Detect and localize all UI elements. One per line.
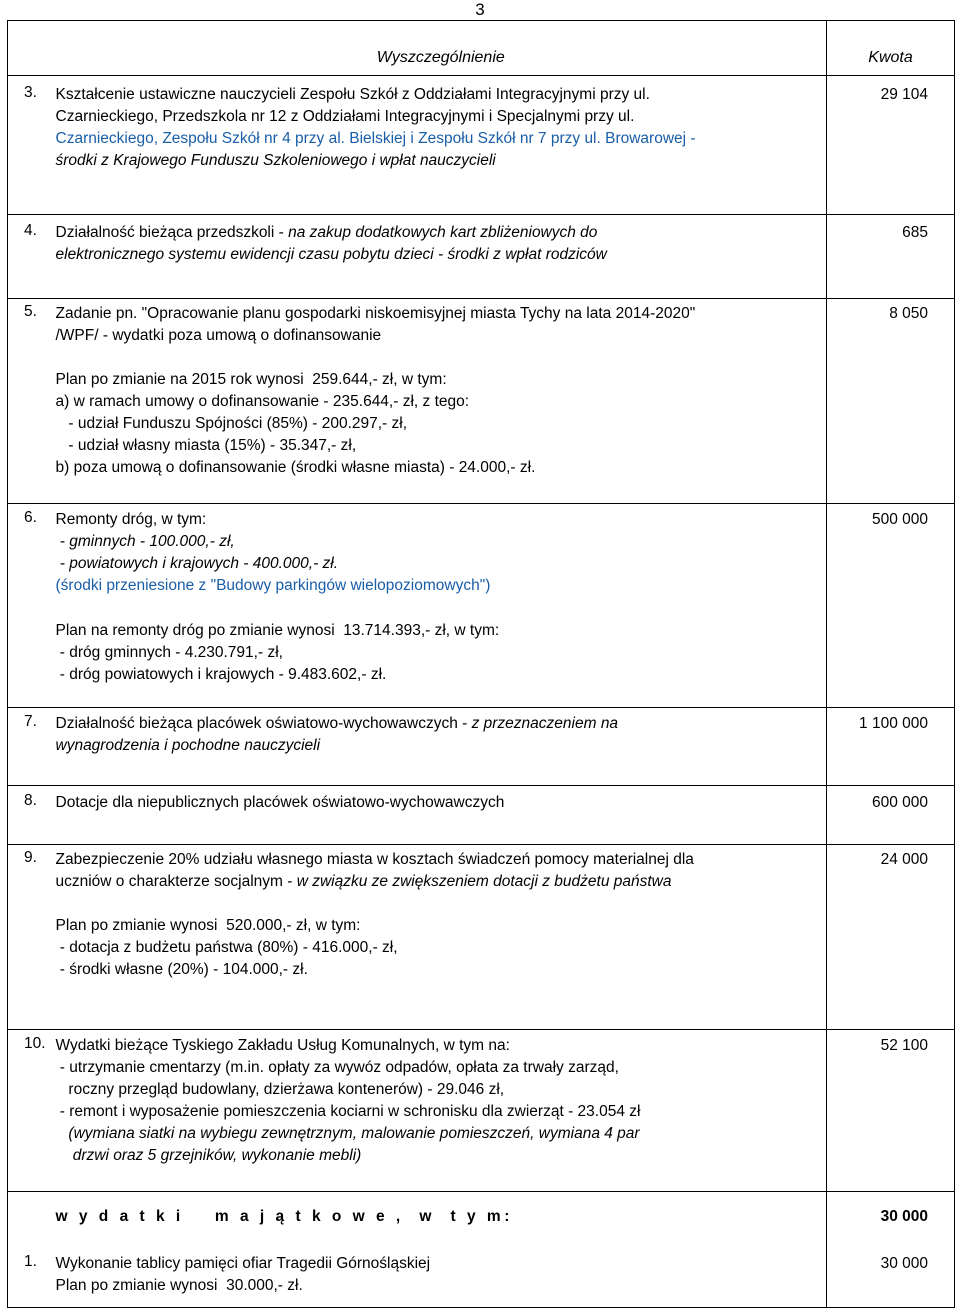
- row-number: 9.: [8, 845, 56, 1030]
- row-number: 8.: [8, 786, 56, 845]
- text-line-italic: drzwi oraz 5 grzejników, wykonanie mebli): [55, 1147, 362, 1164]
- text-line: - remont i wyposażenie pomieszczenia kociarni w schronisku dla zwierząt - 23.054 zł: [55, 1103, 641, 1120]
- text-line: Dotacje dla niepublicznych placówek oświatowo-wychowawczych: [55, 794, 505, 811]
- row-number: 6.: [8, 504, 56, 708]
- text-line: Czarnieckiego, Zespołu Szkół nr 4 przy al. Bielskiej i Zespołu Szkół nr 7 przy ul. Browarowej -: [55, 130, 696, 147]
- plan-line: Plan po zmianie wynosi 520.000,- zł, w tym:: [55, 917, 361, 934]
- row-number: 3.: [8, 76, 56, 215]
- row-number: 4.: [8, 215, 56, 299]
- plan-line: b) poza umową o dofinansowanie (środki własne miasta) - 24.000,- zł.: [55, 459, 536, 476]
- text-line-italic: elektronicznego systemu ewidencji czasu pobytu dzieci - środki z wpłat rodziców: [55, 246, 607, 263]
- plan-line: a) w ramach umowy o dofinansowanie - 235.644,- zł, z tego:: [55, 393, 470, 410]
- text-line: Działalność bieżąca przedszkoli -: [55, 224, 289, 241]
- row-description: [56, 845, 827, 1030]
- table-row: [8, 845, 955, 1030]
- text-line: roczny przegląd budowlany, dzierżawa kontenerów) - 29.046 zł,: [55, 1081, 505, 1098]
- text-line: Plan po zmianie wynosi 30.000,- zł.: [55, 1277, 303, 1294]
- text-line-italic: wynagrodzenia i pochodne nauczycieli: [55, 737, 321, 754]
- row-amount: 52 100: [827, 1030, 955, 1192]
- row-number: 10.: [8, 1030, 56, 1192]
- text-line-italic: - powiatowych i krajowych - 400.000,- zł.: [55, 555, 339, 572]
- page-number: 3: [475, 0, 485, 19]
- text-line-italic: (wymiana siatki na wybiegu zewnętrznym, malowanie pomieszczeń, wymiana 4 par: [55, 1125, 640, 1142]
- header-description: Wyszczególnienie: [56, 21, 827, 76]
- text-line: - utrzymanie cmentarzy (m.in. opłaty za wywóz odpadów, opłata za trwały zarząd,: [55, 1059, 619, 1076]
- row-amount: 30 000: [827, 1253, 955, 1308]
- plan-line: Plan na remonty dróg po zmianie wynosi 13.714.393,- zł, w tym:: [55, 622, 500, 639]
- row-description: [56, 1253, 827, 1308]
- plan-line: - udział własny miasta (15%) - 35.347,- zł,: [55, 437, 357, 454]
- row-description: [56, 708, 827, 786]
- header-amount: Kwota: [827, 21, 955, 76]
- row-amount: 24 000: [827, 845, 955, 1030]
- table-header: [8, 21, 955, 76]
- text-line: Czarnieckiego, Przedszkola nr 12 z Oddziałami Integracyjnymi i Specjalnymi przy ul.: [55, 108, 635, 125]
- plan-line: - udział Funduszu Spójności (85%) - 200.297,- zł,: [55, 415, 408, 432]
- table-row: [8, 504, 955, 708]
- plan-line: - dotacja z budżetu państwa (80%) - 416.000,- zł,: [55, 939, 398, 956]
- row-amount: 685: [827, 215, 955, 299]
- row-description: [56, 1030, 827, 1192]
- row-amount: 1 100 000: [827, 708, 955, 786]
- table-row: [8, 1253, 955, 1308]
- row-number: 5.: [8, 299, 56, 504]
- row-number: 7.: [8, 708, 56, 786]
- text-line: Wykonanie tablicy pamięci ofiar Tragedii Górnośląskiej: [55, 1255, 431, 1272]
- text-line: uczniów o charakterze socjalnym -: [55, 873, 297, 890]
- row-description: [56, 299, 827, 504]
- row-amount: 500 000: [827, 504, 955, 708]
- row-description: [56, 76, 827, 215]
- text-line: Kształcenie ustawiczne nauczycieli Zespołu Szkół z Oddziałami Integracyjnymi przy ul.: [55, 86, 650, 103]
- text-line: Zabezpieczenie 20% udziału własnego miasta w kosztach świadczeń pomocy materialnej dla: [55, 851, 694, 868]
- table-row: [8, 299, 955, 504]
- table-row: [8, 1030, 955, 1192]
- capital-section-row: [8, 1192, 955, 1254]
- text-line: Działalność bieżąca placówek oświatowo-wychowawczych -: [55, 715, 472, 732]
- table-row: [8, 708, 955, 786]
- capital-section-amount: 30 000: [827, 1192, 955, 1254]
- row-description: [56, 504, 827, 708]
- row-description: [56, 215, 827, 299]
- row-number: 1.: [8, 1253, 56, 1308]
- row-description: [56, 786, 827, 845]
- table-row: [8, 76, 955, 215]
- text-line-italic: - gminnych - 100.000,- zł,: [55, 533, 235, 550]
- capital-section-label: w y d a t k i m a j ą t k o w e , w t y m:: [55, 1208, 513, 1225]
- text-line: Zadanie pn. "Opracowanie planu gospodarki niskoemisyjnej miasta Tychy na lata 2014-2020": [55, 305, 696, 322]
- table-row: [8, 786, 955, 845]
- plan-line: Plan po zmianie na 2015 rok wynosi 259.644,- zł, w tym:: [55, 371, 447, 388]
- text-line-italic: na zakup dodatkowych kart zbliżeniowych do: [288, 224, 598, 241]
- expenditure-table: [7, 20, 955, 1308]
- text-line: środki z Krajowego Funduszu Szkoleniowego i wpłat nauczycieli: [55, 152, 496, 169]
- row-amount: 600 000: [827, 786, 955, 845]
- text-line: Remonty dróg, w tym:: [55, 511, 207, 528]
- row-amount: 8 050: [827, 299, 955, 504]
- row-amount: 29 104: [827, 76, 955, 215]
- text-line-italic: w związku ze zwiększeniem dotacji z budżetu państwa: [296, 873, 672, 890]
- plan-line: - dróg gminnych - 4.230.791,- zł,: [55, 644, 283, 661]
- text-line-blue: (środki przeniesione z "Budowy parkingów wielopoziomowych"): [55, 577, 491, 594]
- table-row: [8, 215, 955, 299]
- text-line-italic: z przeznaczeniem na: [471, 715, 619, 732]
- text-line: /WPF/ - wydatki poza umową o dofinansowanie: [55, 327, 382, 344]
- plan-line: - dróg powiatowych i krajowych - 9.483.602,- zł.: [55, 666, 387, 683]
- text-line: Wydatki bieżące Tyskiego Zakładu Usług Komunalnych, w tym na:: [55, 1037, 510, 1054]
- plan-line: - środki własne (20%) - 104.000,- zł.: [55, 961, 308, 978]
